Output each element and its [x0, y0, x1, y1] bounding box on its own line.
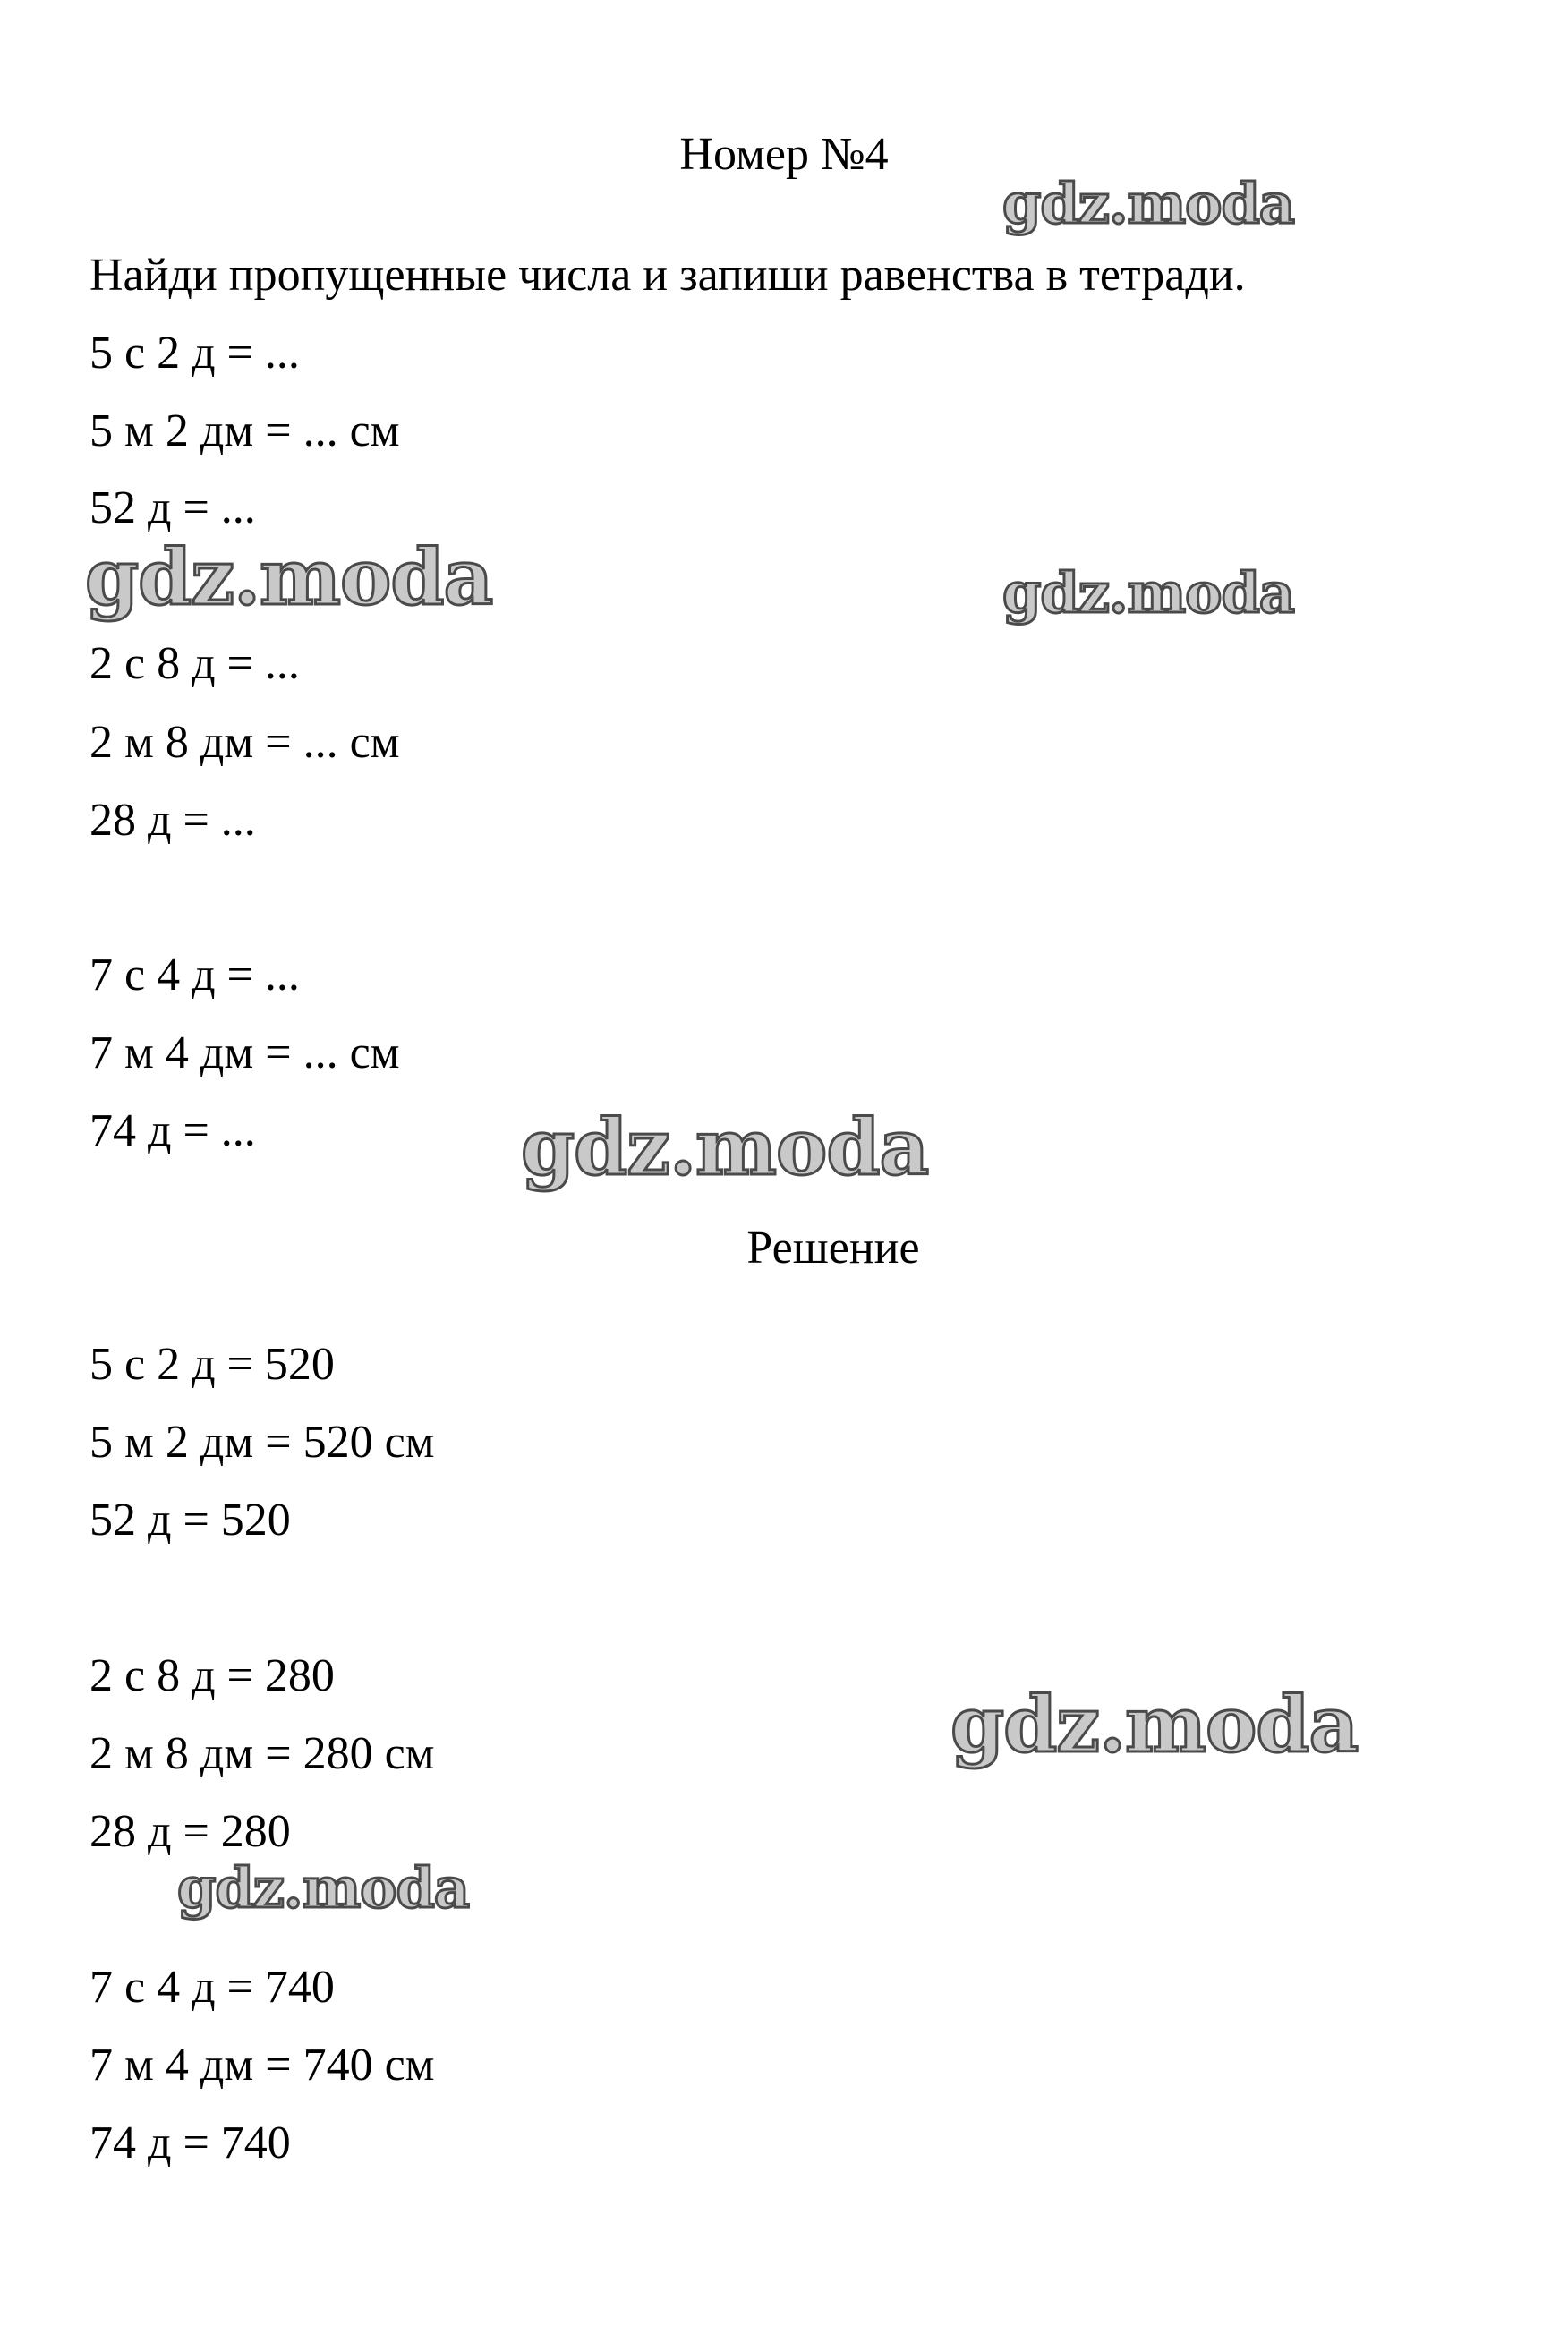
problem-line: 7 м 4 дм = ... см [89, 1027, 400, 1078]
solution-line: 7 м 4 дм = 740 см [89, 2040, 435, 2091]
watermark-logo: gdz.moda [85, 532, 493, 623]
solution-heading: Решение [746, 1223, 920, 1274]
watermark-logo: gdz.moda [1002, 560, 1294, 626]
watermark-logo: gdz.moda [177, 1855, 469, 1921]
problem-line: 7 с 4 д = ... [89, 950, 300, 1001]
solution-line: 7 с 4 д = 740 [89, 1962, 335, 2013]
problem-line: 2 м 8 дм = ... см [89, 717, 400, 768]
problem-line: 52 д = ... [89, 482, 256, 533]
watermark-logo: gdz.moda [950, 1680, 1359, 1770]
page-title: Номер №4 [679, 129, 889, 180]
problem-line: 2 с 8 д = ... [89, 638, 300, 689]
solution-line: 28 д = 280 [89, 1806, 291, 1857]
solution-line: 74 д = 740 [89, 2117, 291, 2168]
problem-line: 28 д = ... [89, 795, 256, 846]
solution-line: 2 м 8 дм = 280 см [89, 1728, 435, 1779]
solution-line: 2 с 8 д = 280 [89, 1650, 335, 1701]
watermark-logo: gdz.moda [521, 1103, 929, 1193]
solution-line: 5 м 2 дм = 520 см [89, 1417, 435, 1468]
solution-line: 52 д = 520 [89, 1495, 291, 1546]
task-statement: Найди пропущенные числа и запиши равенства в тетради. [89, 250, 1246, 301]
solution-line: 5 с 2 д = 520 [89, 1339, 335, 1390]
watermark-logo: gdz.moda [1002, 171, 1294, 236]
problem-line: 5 м 2 дм = ... см [89, 405, 400, 456]
problem-line: 74 д = ... [89, 1105, 256, 1156]
problem-line: 5 с 2 д = ... [89, 328, 300, 379]
